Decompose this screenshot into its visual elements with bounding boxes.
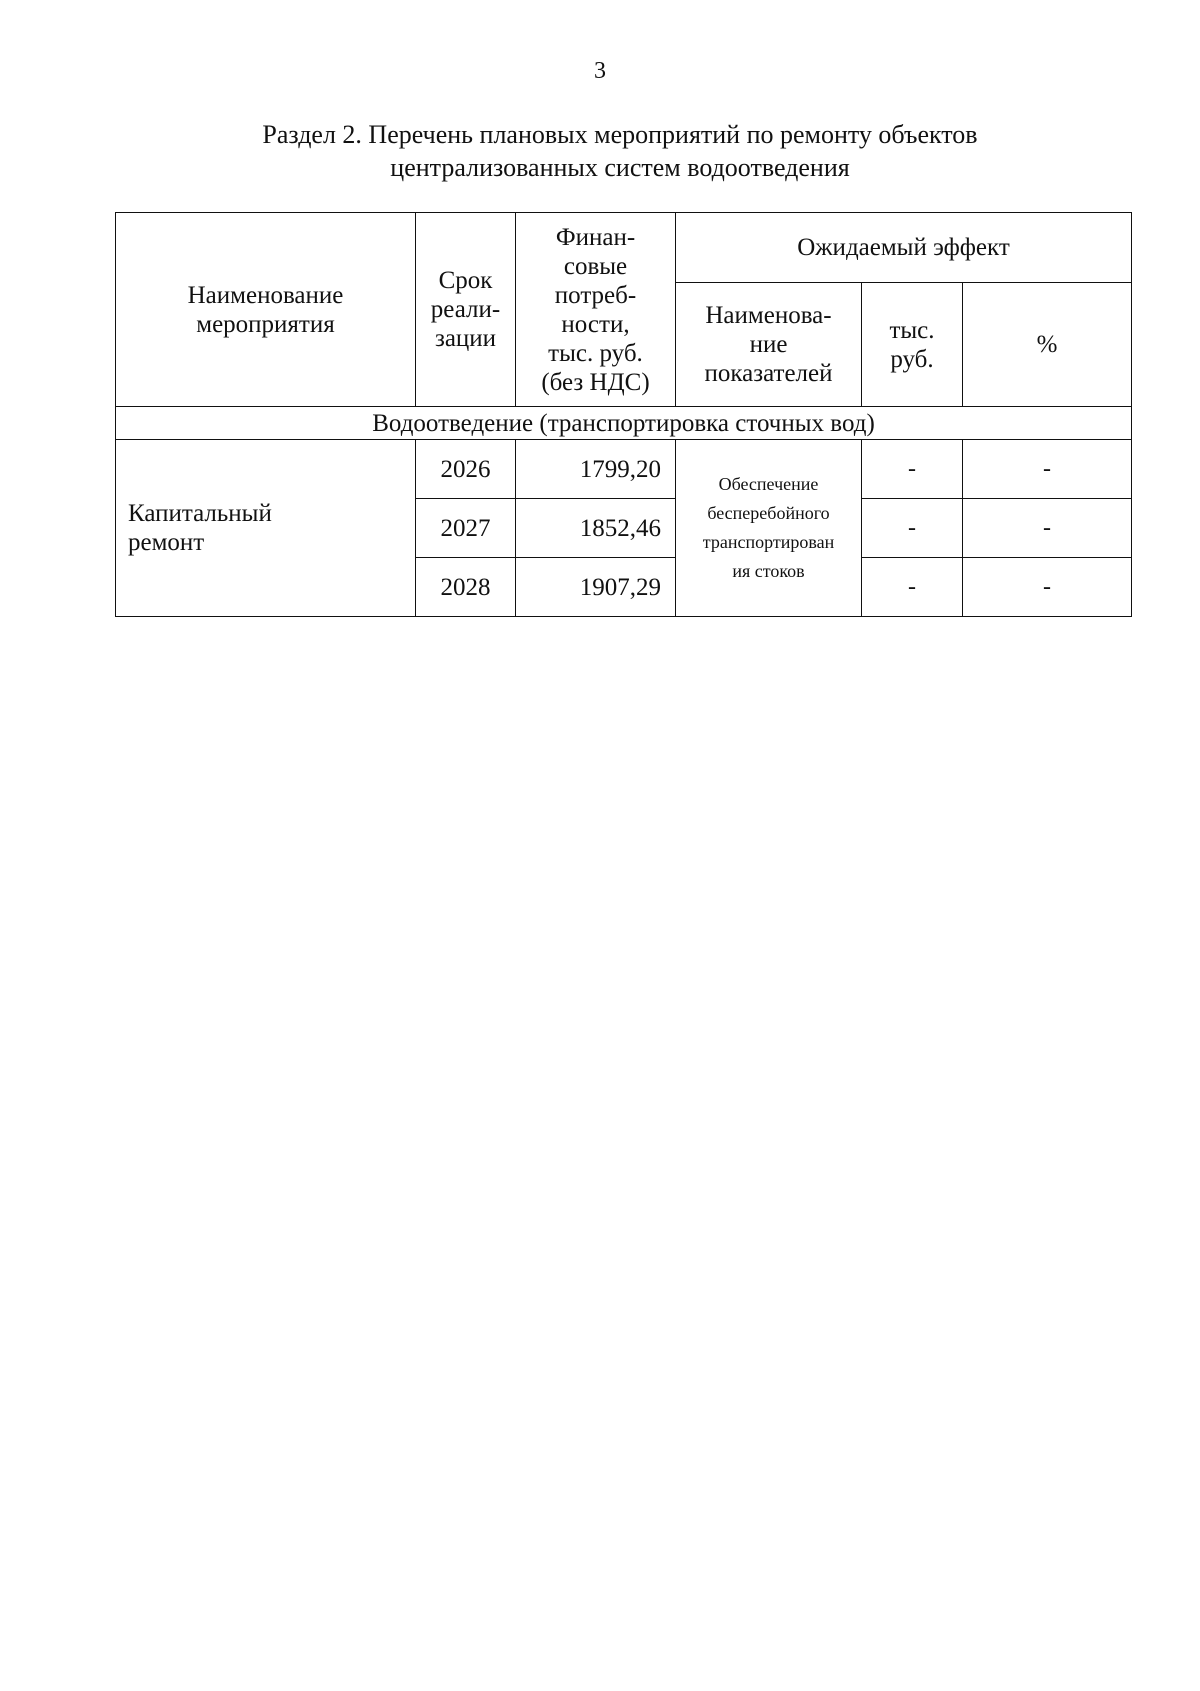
header-term-line: реали- — [430, 296, 501, 323]
amount-cell: 1852,46 — [516, 499, 676, 558]
event-name-line: Капитальный — [128, 500, 272, 527]
header-row-main — [116, 213, 1132, 283]
header-percent: % — [963, 283, 1132, 407]
header-indicators-line: ние — [749, 331, 788, 358]
header-finance-line: совые — [563, 252, 628, 280]
header-finance — [516, 213, 676, 407]
header-indicators — [676, 283, 862, 407]
percent-cell: - — [963, 499, 1132, 558]
effect-description-line: транспортирован — [702, 532, 835, 552]
effect-description-line: бесперебойного — [707, 503, 830, 523]
event-name-cell — [116, 440, 416, 617]
repair-plan-table — [115, 212, 1132, 617]
header-indicators-line: показателей — [704, 360, 833, 387]
effect-description-line: Обеспечение — [718, 474, 819, 494]
event-name-line: ремонт — [128, 529, 205, 556]
year-cell: 2026 — [416, 440, 516, 499]
header-indicators-line: Наименова- — [705, 302, 832, 329]
header-thousand-rub-line: тыс. — [889, 316, 935, 344]
amount-cell: 1907,29 — [516, 558, 676, 617]
header-finance-line: (без НДС) — [541, 368, 650, 396]
header-finance-line: Финан- — [555, 223, 636, 251]
header-finance-line: потреб- — [554, 281, 637, 309]
header-finance-line: тыс. руб. — [548, 339, 643, 367]
section-label: Водоотведение (транспортировка сточных вод) — [116, 407, 1132, 440]
amount-cell: 1799,20 — [516, 440, 676, 499]
section-row — [116, 407, 1132, 440]
header-term-line: Срок — [438, 267, 493, 294]
year-cell: 2028 — [416, 558, 516, 617]
percent-cell: - — [963, 558, 1132, 617]
header-thousand-rub-line: руб. — [890, 345, 934, 373]
thousand-rub-cell: - — [862, 499, 963, 558]
section-title — [120, 118, 1120, 184]
section-title-line-1: Раздел 2. Перечень плановых мероприятий по ремонту объектов — [262, 120, 978, 149]
thousand-rub-cell: - — [862, 440, 963, 499]
page-number: 3 — [594, 58, 606, 84]
header-event-name: Наименование мероприятия — [116, 213, 416, 407]
effect-description-cell — [676, 440, 862, 617]
thousand-rub-cell: - — [862, 558, 963, 617]
header-term-line: зации — [434, 325, 497, 352]
percent-cell: - — [963, 440, 1132, 499]
year-cell: 2027 — [416, 499, 516, 558]
table-row — [116, 440, 1132, 499]
header-finance-line: ности, — [561, 310, 630, 338]
header-expected-effect: Ожидаемый эффект — [676, 213, 1132, 283]
effect-description-line: ия стоков — [732, 561, 805, 581]
header-thousand-rub — [862, 283, 963, 407]
section-title-line-2: централизованных систем водоотведения — [390, 153, 850, 182]
header-term — [416, 213, 516, 407]
